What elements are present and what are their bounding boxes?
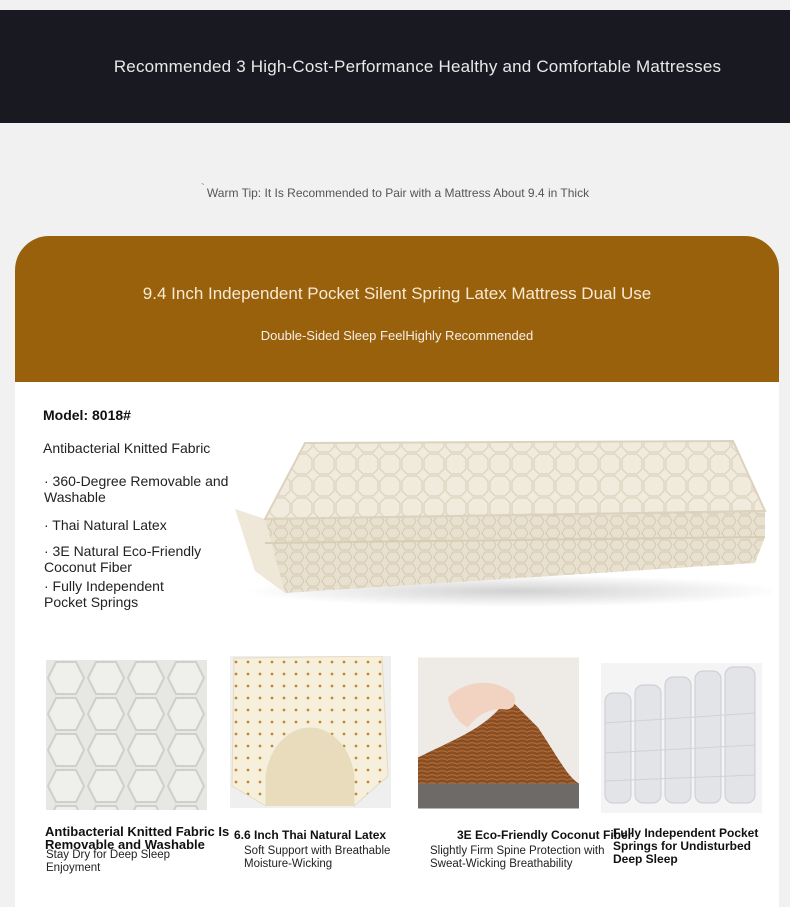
layer-title: 3E Eco-Friendly Coconut Fiber	[457, 828, 633, 842]
layer-title: Fully Independent Pocket Springs for Undisturbed Deep Sleep	[613, 826, 759, 866]
warm-tip	[0, 181, 790, 200]
product-card	[15, 236, 779, 907]
tip-mark: `	[200, 181, 205, 195]
layer-title: Antibacterial Knitted Fabric Is Removable and Washable	[45, 824, 230, 852]
banner-title: Recommended 3 High-Cost-Performance Healthy and Comfortable Mattresses	[113, 56, 722, 76]
knitted-fabric-photo	[46, 660, 207, 810]
feature-item: · 360-Degree Removable and Washable	[44, 473, 229, 505]
feature-item: · Fully Independent Pocket Springs	[44, 578, 164, 610]
feature-item: · Thai Natural Latex	[44, 517, 167, 533]
mattress-image	[225, 431, 773, 611]
layer-desc: Stay Dry for Deep Sleep Enjoyment	[46, 849, 171, 874]
coconut-fiber-photo	[418, 657, 579, 809]
top-banner	[0, 10, 790, 123]
layer-title: 6.6 Inch Thai Natural Latex	[234, 828, 387, 842]
layer-desc: Soft Support with Breathable Moisture-Wicking	[244, 845, 391, 870]
layer-desc: Slightly Firm Spine Protection with Sweat-Wicking Breathability	[430, 845, 605, 870]
product-subheading: Double-Sided Sleep FeelHighly Recommended	[260, 328, 534, 343]
model-number: Model: 8018#	[43, 407, 131, 423]
product-heading: 9.4 Inch Independent Pocket Silent Spring Latex Mattress Dual Use	[142, 284, 652, 303]
latex-block-photo	[230, 656, 391, 808]
feature-item: Antibacterial Knitted Fabric	[43, 440, 211, 456]
pocket-springs-photo	[601, 662, 762, 814]
product-header	[15, 236, 779, 382]
feature-item: · 3E Natural Eco-Friendly Coconut Fiber	[44, 543, 202, 575]
tip-text: Warm Tip: It Is Recommended to Pair with a Mattress About 9.4 in Thick	[206, 186, 590, 200]
